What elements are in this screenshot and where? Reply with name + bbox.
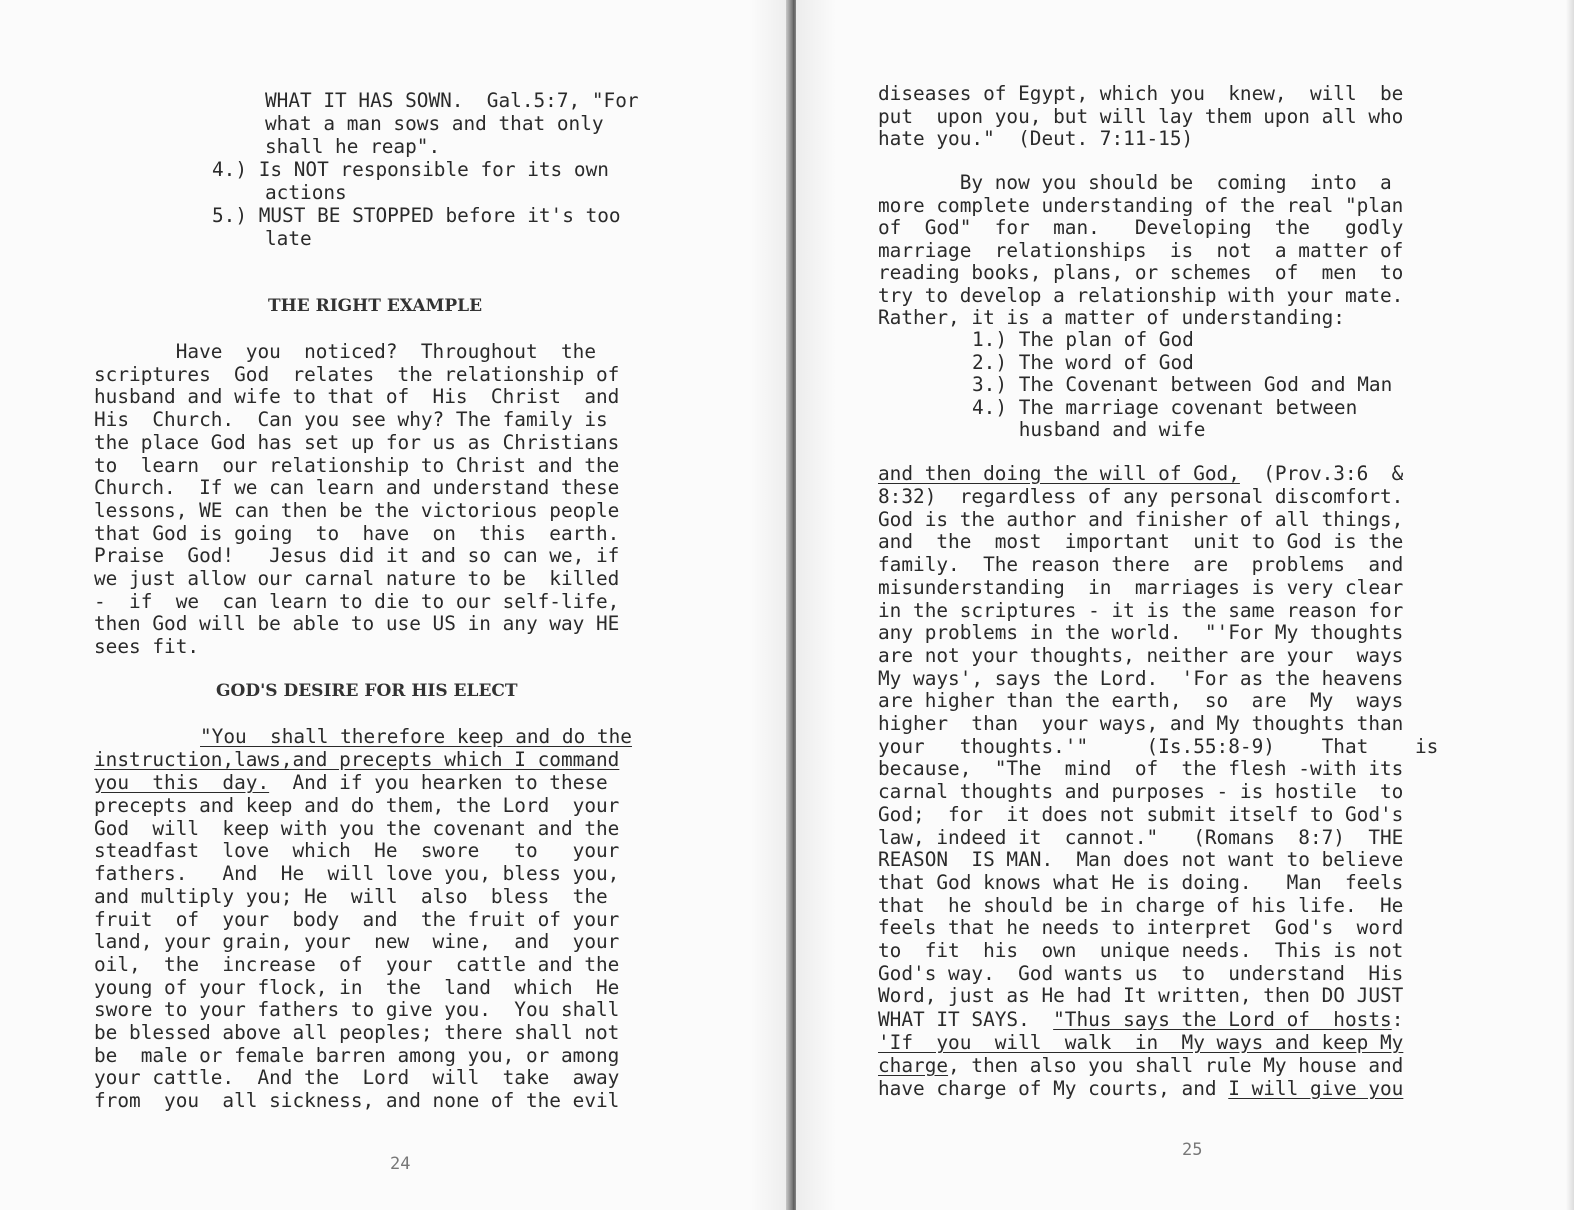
text-line: 3.) The Covenant between God and Man bbox=[972, 373, 1393, 396]
text-line: fruit of your body and the fruit of your bbox=[94, 907, 620, 931]
text-line: Praise God! Jesus did it and so can we, if bbox=[94, 544, 620, 568]
underlined-quote: I will give you bbox=[1228, 1077, 1404, 1100]
underlined-phrase: and then doing the will of God, bbox=[878, 462, 1240, 485]
text-line: are not your thoughts, neither are your ways bbox=[878, 643, 1404, 667]
text-line: what a man sows and that only bbox=[265, 112, 604, 135]
underlined-quote: 'If you will walk in My ways and keep My bbox=[878, 1031, 1404, 1054]
text-line: reading books, plans, or schemes of men to bbox=[878, 261, 1404, 284]
text-line: more complete understanding of the real "plan bbox=[878, 193, 1404, 217]
text-line: 4.) The marriage covenant between bbox=[972, 395, 1358, 419]
section-heading: THE RIGHT EXAMPLE bbox=[268, 296, 483, 316]
text-line: your thoughts.'" (Is.55:8-9) That is bbox=[878, 734, 1439, 758]
text-line: swore to your fathers to give you. You shall bbox=[94, 998, 620, 1022]
text-line: higher than your ways, and My thoughts than bbox=[878, 712, 1404, 735]
text-line: family. The reason there are problems and bbox=[878, 553, 1404, 577]
text-line: - if we can learn to die to our self-life, bbox=[94, 589, 620, 613]
text-line: precepts and keep and do them, the Lord your bbox=[94, 794, 620, 817]
text-line: carnal thoughts and purposes - is hostile to bbox=[878, 780, 1404, 804]
text-line: husband and wife bbox=[972, 418, 1206, 441]
text-line: are higher than the earth, so are My ways bbox=[878, 689, 1404, 713]
page-number: 24 bbox=[390, 1154, 411, 1174]
text-line: from you all sickness, and none of the evil bbox=[94, 1089, 620, 1113]
text-line: Church. If we can learn and understand these bbox=[94, 476, 620, 500]
text-line: young of your flock, in the land which He bbox=[94, 975, 620, 999]
underlined-quote: "Thus says the Lord of hosts bbox=[1053, 1008, 1392, 1031]
text-line: Word, just as He had It written, then DO JUST bbox=[878, 984, 1404, 1008]
text-line: God will keep with you the covenant and the bbox=[94, 816, 620, 840]
text-line: By now you should be coming into a bbox=[878, 171, 1392, 194]
text-line: to fit his own unique needs. This is not bbox=[878, 939, 1404, 962]
text-line: charge, then also you shall rule My house and bbox=[878, 1054, 1404, 1077]
underlined-quote: instruction,laws,and precepts which I command bbox=[94, 748, 620, 771]
right-page bbox=[796, 0, 1574, 1210]
underlined-quote: you this day. bbox=[94, 771, 270, 794]
list-item-continuation: late bbox=[265, 227, 312, 250]
text-line: your cattle. And the Lord will take away bbox=[94, 1066, 620, 1090]
list-item: 5.) MUST BE STOPPED before it's too bbox=[212, 204, 621, 227]
text-line: that God is going to have on this earth. bbox=[94, 521, 620, 545]
text-line: in the scriptures - it is the same reason for bbox=[878, 598, 1404, 622]
text-line: God; for it does not submit itself to God's bbox=[878, 802, 1404, 826]
text-line: have charge of My courts, and I will give you bbox=[878, 1077, 1404, 1100]
text-line: Rather, it is a matter of understanding: bbox=[878, 306, 1345, 329]
text-line: we just allow our carnal nature to be killed bbox=[94, 567, 620, 590]
text-line: God's way. God wants us to understand His bbox=[878, 961, 1404, 985]
text-line: fathers. And He will love you, bless you, bbox=[94, 862, 620, 886]
text-line: of God" for man. Developing the godly bbox=[878, 216, 1404, 239]
text-line: 2.) The word of God bbox=[972, 350, 1194, 374]
text-line: because, "The mind of the flesh -with its bbox=[878, 757, 1404, 781]
text-line: Have you noticed? Throughout the bbox=[94, 340, 596, 363]
section-heading: GOD'S DESIRE FOR HIS ELECT bbox=[216, 681, 518, 701]
text-line: marriage relationships is not a matter of bbox=[878, 238, 1404, 262]
list-item: 4.) Is NOT responsible for its own bbox=[212, 158, 609, 181]
underlined-word: charge bbox=[878, 1054, 949, 1077]
text-line: feels that he needs to interpret God's word bbox=[878, 916, 1404, 940]
text-line: and the most important unit to God is the bbox=[878, 530, 1404, 554]
text-line: diseases of Egypt, which you knew, will be bbox=[878, 82, 1404, 105]
list-item-continuation: actions bbox=[265, 181, 347, 204]
text-line: 1.) The plan of God bbox=[972, 328, 1194, 351]
text-line: 8:32) regardless of any personal discomfort. bbox=[878, 485, 1404, 508]
text-line: be male or female barren among you, or among bbox=[94, 1043, 620, 1067]
text-line: scriptures God relates the relationship of bbox=[94, 362, 620, 386]
text-line: be blessed above all peoples; there shall not bbox=[94, 1021, 620, 1044]
text-line: you this day. And if you hearken to these bbox=[94, 771, 608, 794]
text-line: shall he reap". bbox=[265, 135, 441, 158]
text-line: steadfast love which He swore to your bbox=[94, 839, 620, 863]
text-line: that God knows what He is doing. Man feels bbox=[878, 870, 1404, 894]
text-line: then God will be able to use US in any way HE bbox=[94, 612, 620, 636]
text-line: misunderstanding in marriages is very clear bbox=[878, 575, 1404, 599]
page-number: 25 bbox=[1182, 1140, 1203, 1160]
text-line: and then doing the will of God, (Prov.3:6 & bbox=[878, 462, 1404, 485]
text-line: law, indeed it cannot." (Romans 8:7) THE bbox=[878, 825, 1404, 849]
text-line: oil, the increase of your cattle and the bbox=[94, 952, 620, 976]
text-line: try to develop a relationship with your mate. bbox=[878, 283, 1404, 307]
text-line: husband and wife to that of His Christ and bbox=[94, 385, 620, 409]
text-line: sees fit. bbox=[94, 635, 200, 659]
text-line: lessons, WE can then be the victorious people bbox=[94, 498, 620, 522]
text-line: the place God has set up for us as Christians bbox=[94, 430, 620, 454]
text-line: to learn our relationship to Christ and the bbox=[94, 453, 620, 477]
text-line: hate you." (Deut. 7:11-15) bbox=[878, 127, 1194, 150]
text-line: WHAT IT SAYS. "Thus says the Lord of hosts: bbox=[878, 1008, 1404, 1031]
text-line: that he should be in charge of his life. He bbox=[878, 893, 1404, 917]
text-line: land, your grain, your new wine, and your bbox=[94, 930, 620, 954]
text-line: My ways', says the Lord. 'For as the heavens bbox=[878, 666, 1404, 690]
text-line: His Church. Can you see why? The family is bbox=[94, 408, 608, 432]
text-line: put upon you, but will lay them upon all who bbox=[878, 104, 1404, 128]
text-line: any problems in the world. "'For My thoughts bbox=[878, 621, 1404, 645]
text-line: REASON IS MAN. Man does not want to believe bbox=[878, 848, 1404, 872]
underlined-quote: "You shall therefore keep and do the bbox=[200, 725, 632, 748]
text-line: WHAT IT HAS SOWN. Gal.5:7, "For bbox=[265, 89, 639, 112]
text-line: God is the author and finisher of all things, bbox=[878, 507, 1404, 531]
text-line: and multiply you; He will also bless the bbox=[94, 884, 608, 908]
